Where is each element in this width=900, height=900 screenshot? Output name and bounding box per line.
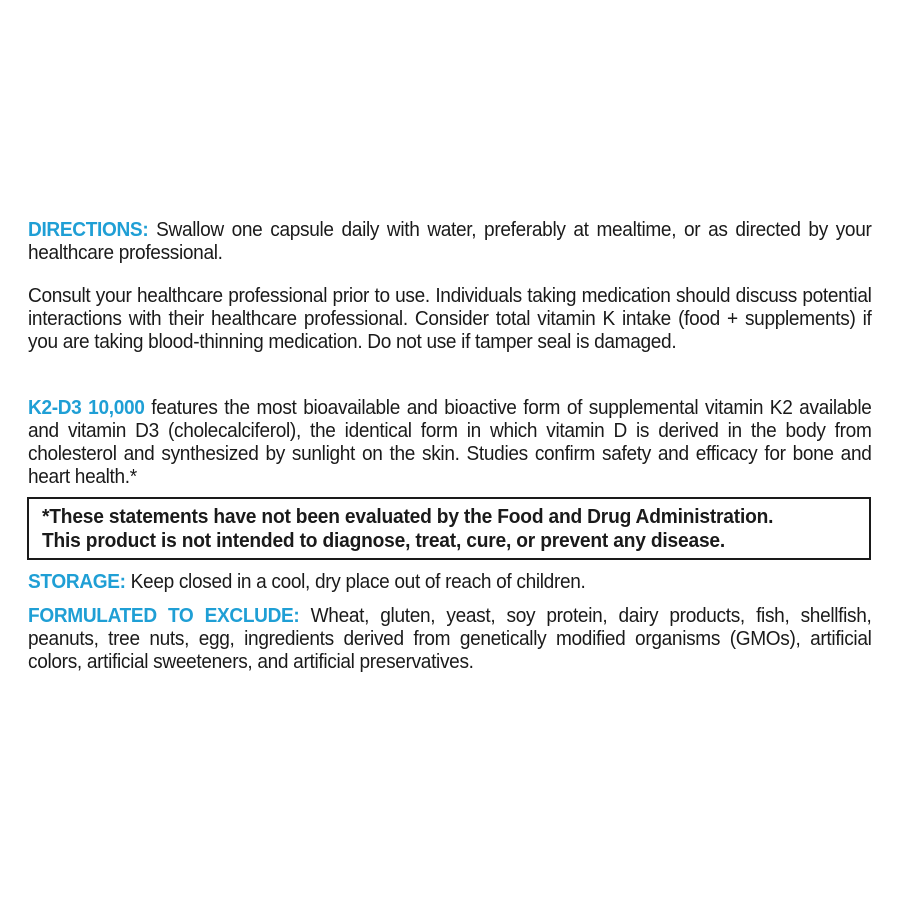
storage-heading: STORAGE: [28,570,126,593]
directions-text: Swallow one capsule daily with water, preferably at mealtime, or as directed by your healthcare professional. [28,218,872,264]
directions-paragraph [28,218,872,264]
storage-paragraph [28,570,872,593]
storage-text: Keep closed in a cool, dry place out of reach of children. [125,570,586,593]
exclusions-heading: FORMULATED TO EXCLUDE: [28,604,300,627]
product-name: K2-D3 10,000 [28,396,145,419]
directions-heading: DIRECTIONS: [28,218,149,241]
product-description-section [28,396,872,488]
disclaimer-line-2: This product is not intended to diagnose, treat, cure, or prevent any disease. [42,529,726,552]
product-text: features the most bioavailable and bioactive form of supplemental vitamin K2 available and vitamin D3 (cholecalciferol), the identical form in which vitamin D is derived in the body from cholesterol and synthesized by sunlight on the skin. Studies confirm safety and efficacy for bone and heart health.* [28,396,872,488]
storage-section [28,570,872,593]
caution-section [28,284,872,353]
exclusions-section [28,604,872,673]
caution-text: Consult your healthcare professional prior to use. Individuals taking medication should discuss potential interactions with their healthcare professional. Consider total vitamin K intake (food + supplements) if you are taking blood-thinning medication. Do not use if tamper seal is damaged. [28,284,872,353]
directions-section [28,218,872,264]
exclusions-paragraph [28,604,872,673]
product-paragraph [28,396,872,488]
fda-disclaimer-box [27,497,871,560]
disclaimer-line-1: *These statements have not been evaluated by the Food and Drug Administration. [42,505,774,528]
exclusions-text: Wheat, gluten, yeast, soy protein, dairy products, fish, shellfish, peanuts, tree nuts, egg, ingredients derived from genetically modified organisms (GMOs), artificial colors, artificial sweeteners, and artificial preservatives. [28,604,872,673]
